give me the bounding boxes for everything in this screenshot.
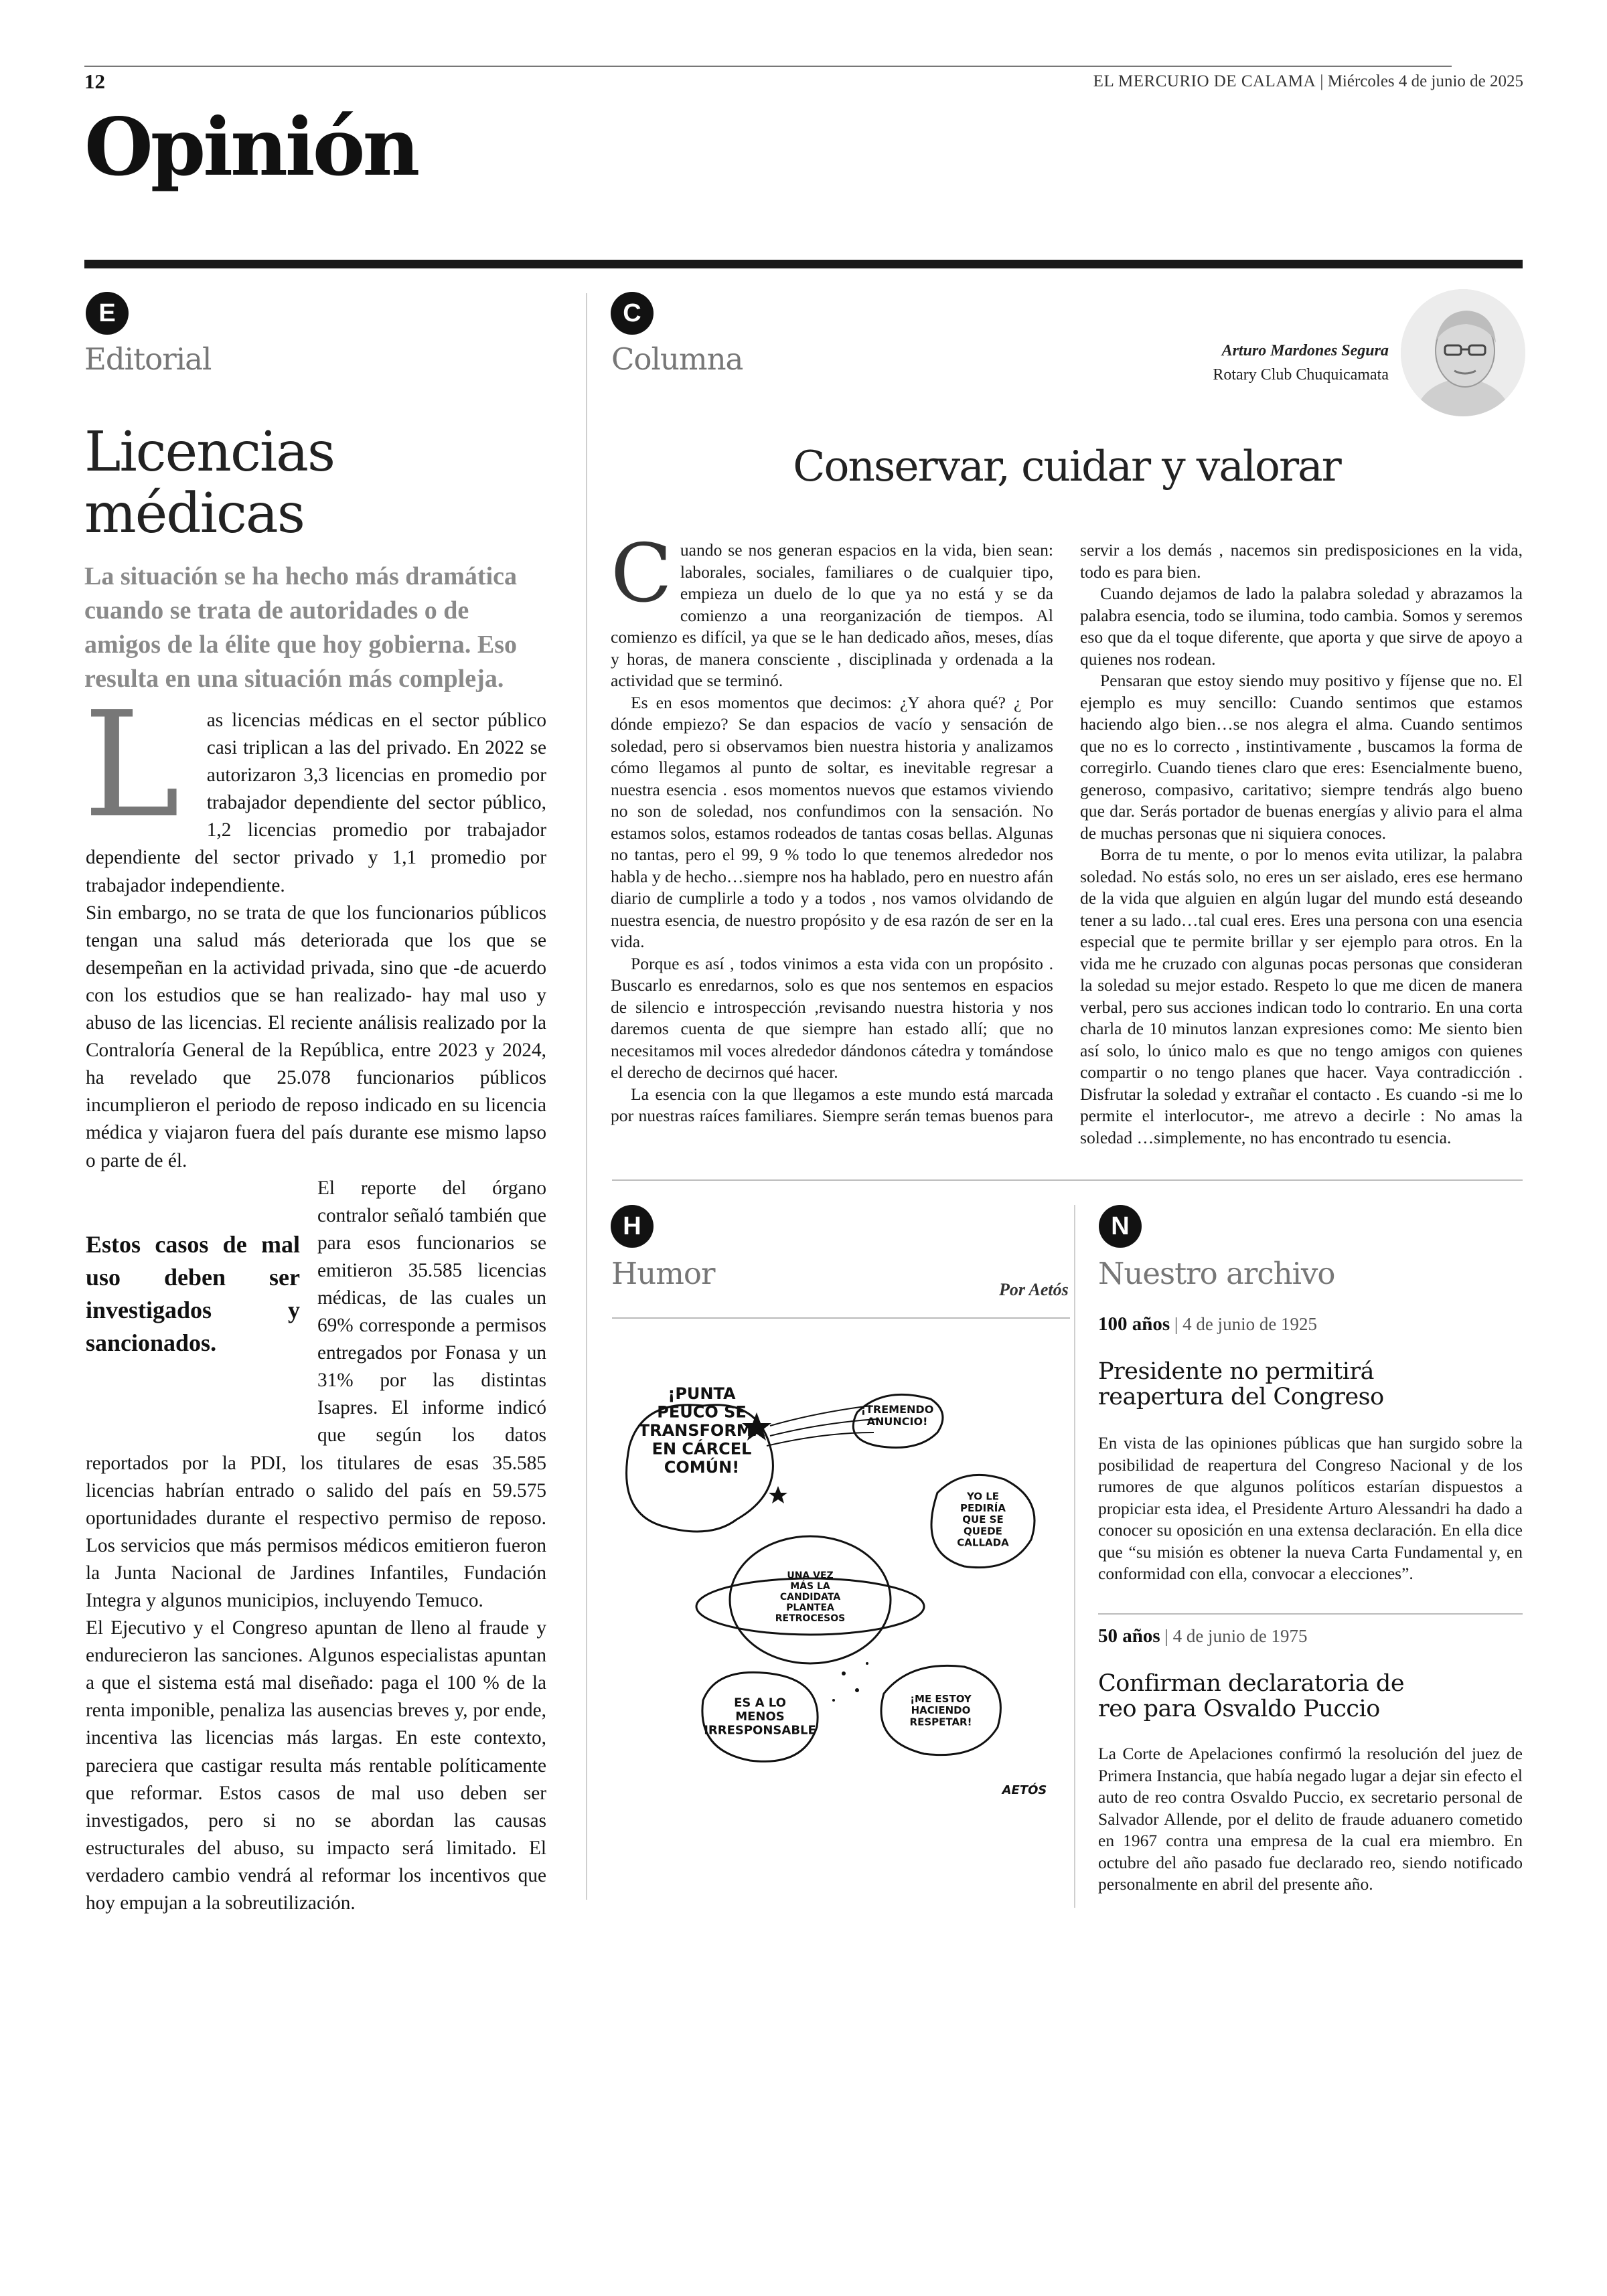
drop-cap: L: [83, 681, 180, 850]
archivo-item-meta: 50 años | 4 de junio de 1975: [1098, 1625, 1308, 1647]
columna-paragraph: [611, 527, 1053, 692]
humor-cartoon: [603, 1386, 1071, 1814]
editorial-kicker: Editorial: [84, 341, 212, 377]
cartoon-signature: AETÓS: [1002, 1783, 1047, 1797]
archivo-badge: N: [1099, 1205, 1142, 1248]
archivo-item-title: Confirman declaratoria de reo para Osvaldo Puccio: [1098, 1670, 1405, 1722]
masthead: EL MERCURIO DE CALAMA | Miércoles 4 de junio de 2025: [1093, 72, 1523, 90]
columna-body: [611, 527, 1523, 1167]
archivo-kicker: Nuestro archivo: [1098, 1256, 1335, 1291]
columna-paragraph: Porque es así , todos vinimos a esta vida con un propósito . Buscarlo es enredarnos, solo es que nos sentemos en espacios de silencio e introspección ,revisando nuestra historia y nos daremos cuenta de que siempre han estado allí; que no necesitamos mil voces alrededor dándonos cátedra y tomándose el derecho de decirnos qué hacer.: [611, 953, 1053, 1082]
columna-kicker: Columna: [611, 341, 743, 377]
editorial-text: as licencias médicas en el sector público casi triplican a las del privado. En 2022 se autorizaron 3,3 licencias en promedio por trabajador dependiente del sector público, 1,2 licencias promedio por trabajador dependiente del sector privado y 1,1 promedio por trabajador independiente.: [86, 710, 546, 896]
archivo-years: 100 años: [1098, 1313, 1170, 1335]
editorial-headline: Licencias médicas: [84, 420, 335, 546]
section-divider: [612, 1179, 1523, 1181]
columna-headline: Conservar, cuidar y valorar: [793, 442, 1341, 491]
archivo-item-title: Presidente no permitirá reapertura del Congreso: [1098, 1358, 1384, 1410]
author-portrait-icon: [1401, 289, 1525, 416]
humor-rule: [612, 1317, 1070, 1319]
columna-paragraph: Es en esos momentos que decimos: ¿Y ahora qué? ¿ Por dónde empiezo? Se dan espacios de vacío y sensación de soledad, pero si observamos bien nuestra historia y analizamos cómo llegamos al punto de soltar, es inevitable regresar a nuestra esencia . esos momentos nuevos que estamos viviendo no son de soledad, nos confundimos con la sensación. No estamos solos, estamos rodeados de tantas cosas bellas. Algunas no tantas, pero el 99, 9 % todo lo que tenemos alrededor nos habla y de hecho…siempre nos ha hablado, pero en nuestro afán diario de cumplirle a todo y a todos , nos vamos olvidando de nuestra esencia, de nuestro propósito y de esa razón de ser en la vida.: [611, 692, 1053, 951]
drop-cap: C: [611, 527, 672, 621]
section-title: Opinión: [84, 100, 418, 193]
humor-badge: H: [611, 1205, 654, 1248]
bubble-text: ES A LO MENOS IRRESPONSABLE: [704, 1696, 816, 1738]
bubble-text: UNA VEZ MÁS LA CANDIDATA PLANTEA RETROCESOS: [775, 1570, 846, 1625]
columna-paragraph: La esencia con la que llegamos a este mundo está marcada por nuestras raíces familiares. Siempre serán temas buenos para servir a los demás , nacemos sin predisposiciones en la vida, todo es para bien.: [611, 540, 1523, 1125]
column-divider: [1074, 1205, 1075, 1908]
star-icon: [769, 1486, 787, 1503]
header-rule: [84, 66, 1452, 67]
editorial-paragraph: El Ejecutivo y el Congreso apuntan de lleno al fraude y endurecieron las sanciones. Algunos especialistas apuntan a que el sistema está mal diseñado: paga el 100 % de la renta imponible, penaliza las ausencias breves y, por ende, incentiva las licencias más largas. En este contexto, pareciera que castigar resulta más rentable políticamente que reformar. Estos casos de mal uso deben ser investigados, pero si no se abordan las causas estructurales del abuso, su impacto será limitado. El verdadero cambio vendrá al reformar los incentivos que hoy empujan a la sobreutilización.: [86, 1617, 546, 1914]
columna-paragraph: Cuando dejamos de lado la palabra soledad y abrazamos la palabra esencia, todo se ilumina, todo cambia. Somos y seremos eso que da el toque diferente, que aporta y que sirve de apoyo a quienes nos rodean.: [1080, 584, 1523, 669]
columna-paragraph: Pensaran que estoy siendo muy positivo y fíjense que no. El ejemplo es muy sencillo: Cuando sentimos que estamos haciendo algo bien…se nos alegra el alma. Cuando sentimos que no es lo correcto , instintivamente , buscamos la forma de corregirlo. Cuando tienes claro que eres: Esencialmente bueno, generoso, compasivo, caritativo; siempre tendrás algo bueno que dar. Serás portador de buenas energías y alivio para el alma de muchas personas que ni siquiera conoces.: [1080, 671, 1523, 843]
archivo-date: 4 de junio de 1975: [1172, 1626, 1308, 1646]
author-byline: [1213, 339, 1389, 387]
editorial-paragraph: [83, 681, 546, 900]
author-photo: [1401, 289, 1525, 416]
archivo-date: 4 de junio de 1925: [1182, 1314, 1318, 1334]
column-divider: [586, 293, 587, 1900]
columna-paragraph: Borra de tu mente, o por lo menos evita utilizar, la palabra soledad. No estás solo, no eres un ser aislado, eres ese hermano de la vida que alguien en algún lugar del mundo está deseando tener a su lado…tal cual eres. Eres una persona con una esencia especial que te permite brillar y ser ejemplo para otros. En la vida me he cruzado con algunas pocas personas que consideran la soledad su mejor estado. Respeto lo que me dicen de manera verbal, pero sus acciones indican todo lo contrario. En una corta charla de 10 minutos lanzan expresiones como: Me siento bien así solo, lo único malo es que no tengo amigos con quienes compartir o no tengo planes que hacer. Vaya contradicción . Disfrutar la soledad y extrañar el contacto . Es cuando -si me lo permite el interlocutor-, me atrevo a decirle : No amas la soledad …simplemente, no has encontrado tu esencia.: [1080, 845, 1523, 1147]
humor-credit: Por Aetós: [999, 1280, 1069, 1299]
page-number: 12: [84, 70, 105, 93]
bubble-text: ¡TREMENDO ANUNCIO!: [860, 1402, 934, 1428]
archivo-item-body: En vista de las opiniones públicas que han surgido sobre la posibilidad de reapertura del Congreso Nacional y de los rumores de que algunos políticos estarían dispuestos a propiciar esta idea, el Presidente Arturo Alessandri ha dado a conocer su oposición en una extensa declaración. En ella dice que “su misión es obtener la nueva Carta Fundamental y, en conformidad con ella, convocar a elecciones”.: [1098, 1433, 1523, 1583]
editorial-paragraph: Sin embargo, no se trata de que los funcionarios públicos tengan una salud más deteriorada que los que se desempeñan en la actividad privada, sino que -de acuerdo con los estudios que se han realizado- hay mal uso y abuso de las licencias. El reciente análisis realizado por la Contraloría General de la República, entre 2023 y 2024, ha revelado que 25.078 funcionarios públicos incumplieron el periodo de reposo indicado en su licencia médica y viajaron fuera del país durante ese mismo lapso o parte de él.: [86, 902, 546, 1171]
section-rule: [84, 260, 1523, 268]
archivo-divider: [1098, 1613, 1523, 1615]
issue-date: Miércoles 4 de junio de 2025: [1327, 72, 1523, 90]
archivo-years: 50 años: [1098, 1625, 1160, 1647]
archivo-item-meta: 100 años | 4 de junio de 1925: [1098, 1313, 1318, 1335]
editorial-badge: E: [86, 292, 129, 335]
editorial-lead: La situación se ha hecho más dramática cuando se trata de autoridades o de amigos de la élite que hoy gobierna. Eso resulta en una situación más compleja.: [84, 562, 518, 693]
archivo-item-body: La Corte de Apelaciones confirmó la resolución del juez de Primera Instancia, que había negado lugar a dejar sin efecto el auto de reo contra Osvaldo Puccio, ex secretario personal de Salvador Allende, por el delito de fraude aduanero cometido en 1967 contra una empresa de la cual era miembro. En octubre del año pasado fue declarado reo, siendo notificado personalmente en abril del presente año.: [1098, 1744, 1523, 1894]
columna-badge: C: [611, 292, 654, 335]
bubble-text: ¡PUNTA PEUCO SE TRANSFORMA EN CÁRCEL COMÚN!: [638, 1386, 765, 1477]
pull-quote: Estos casos de mal uso deben ser investigados y sancionados.: [86, 1230, 300, 1356]
editorial-paragraph: Estos casos de mal uso deben ser investigados y sancionados. El reporte del órgano contralor señaló también que para esos funcionarios se emitieron 35.585 licencias médicas, de las cuales un 69% corresponde a permisos entregados por Fonasa y un 31% por las distintas Isapres. El informe indicó que según los datos reportados por la PDI, los titulares de esas 35.585 licencias habrían entrado o salido del país en 59.575 oportunidades durante el respectivo permiso de reposo. Los servicios que más permisos médicos emitieron fueron la Junta Nacional de Jardines Infantiles, Fundación Integra y algunos municipios, incluyendo Temuco.: [86, 1175, 546, 1615]
bubble-text: YO LE PEDIRÍA QUE SE QUEDE CALLADA: [957, 1490, 1009, 1549]
editorial-body: [83, 681, 546, 1917]
bubble-text: ¡ME ESTOY HACIENDO RESPETAR!: [909, 1692, 972, 1728]
author-name: Arturo Mardones Segura: [1221, 342, 1389, 359]
humor-kicker: Humor: [611, 1256, 715, 1291]
author-affiliation: Rotary Club Chuquicamata: [1213, 366, 1389, 384]
columna-text: uando se nos generan espacios en la vida, bien sean: laborales, sociales, familiares o de cualquier tipo, empieza un duelo de lo que ya no está y se da comienzo a una reorganización de tiempos. Al comienzo es difícil, ya que se le han dedicado años, meses, días y horas, de manera consciente , disciplinada y ordenada a la actividad que se terminó.: [611, 540, 1053, 690]
publication-name: EL MERCURIO DE CALAMA: [1093, 72, 1316, 90]
